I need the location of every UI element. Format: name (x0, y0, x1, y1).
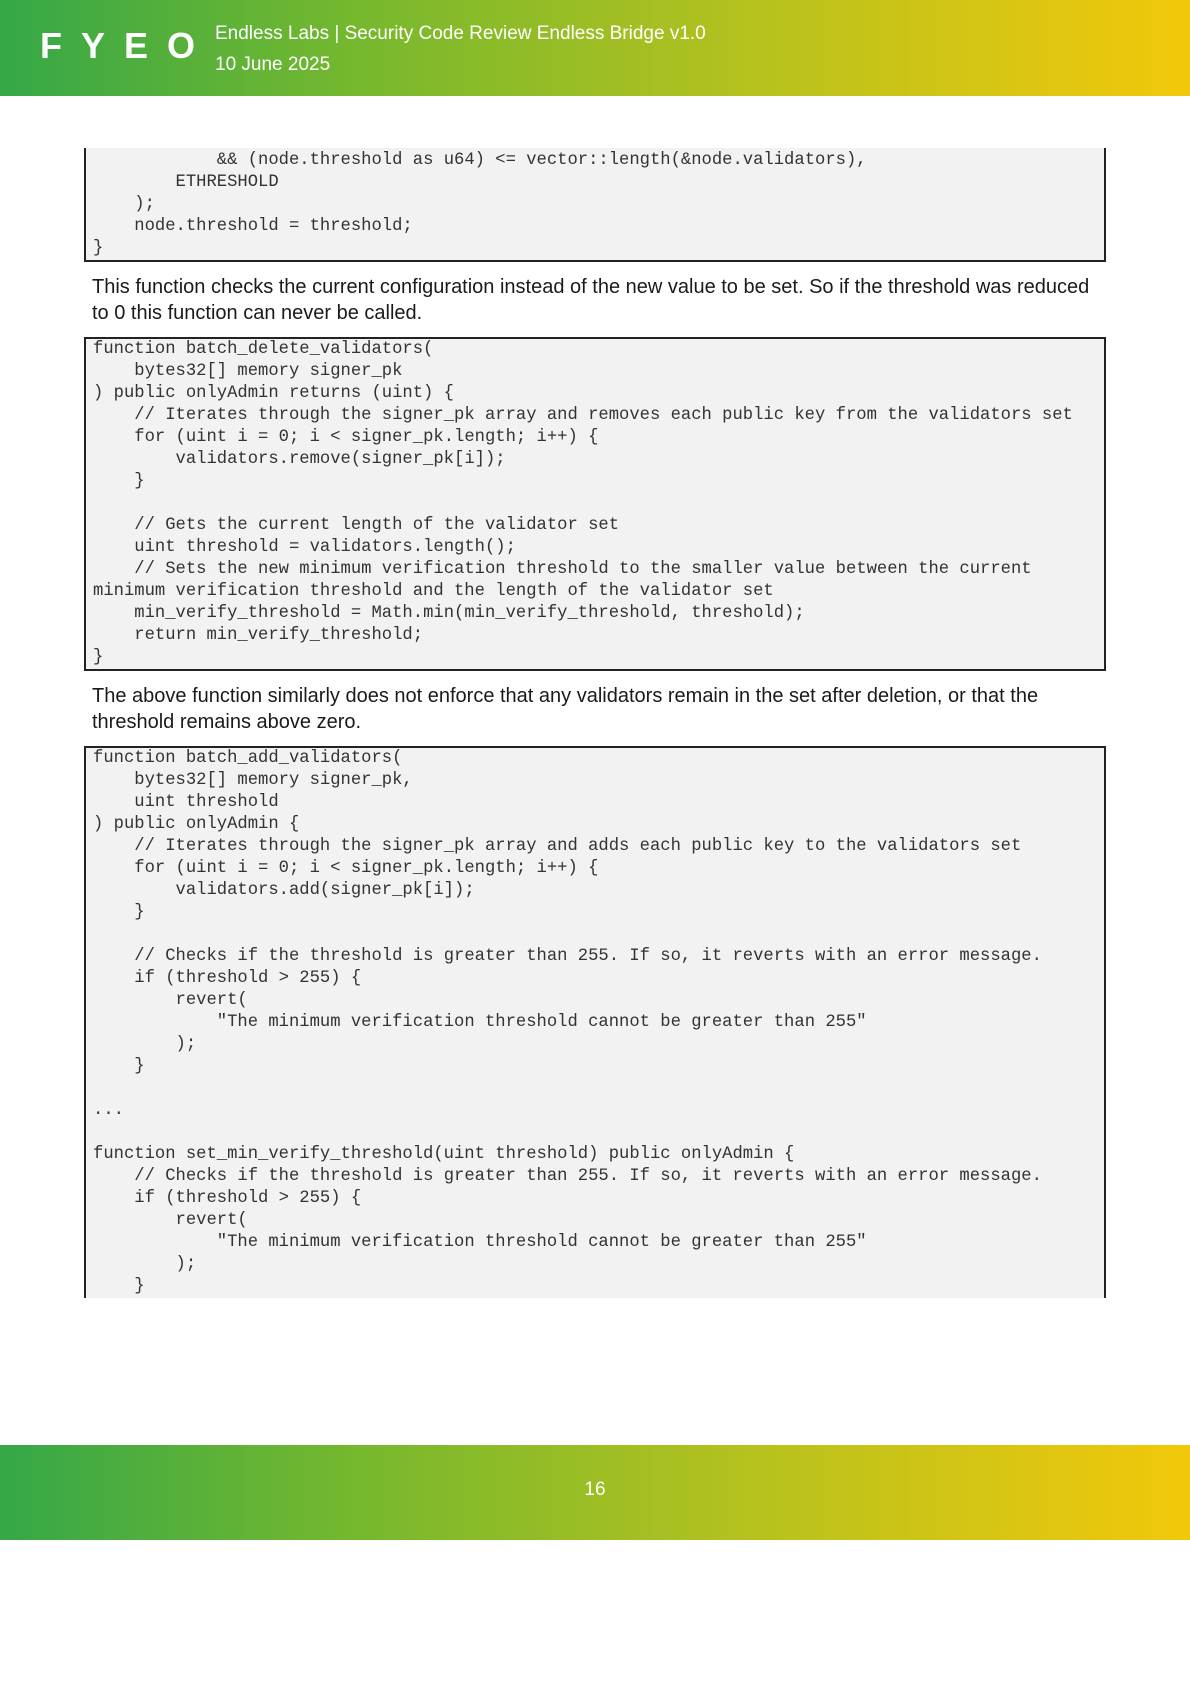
code-block-threshold-check: && (node.threshold as u64) <= vector::length(&node.validators), ETHRESHOLD ); node.threshold = threshold; } (84, 148, 1106, 262)
paragraph-batch-delete-explanation: The above function similarly does not enforce that any validators remain in the set after deletion, or that the threshold remains above zero. (92, 685, 1039, 733)
code-block-batch-delete-validators: function batch_delete_validators( bytes32[] memory signer_pk ) public onlyAdmin returns (uint) { // Iterates through the signer_pk array and removes each public key from the validators set for (uint i = 0; i < signer_pk.length; i++) { validators.remove(signer_pk[i]); } // Gets the current length of the validator set uint threshold = validators.length(); // Sets the new minimum verification threshold to the smaller value between the current minimum verification threshold and the length of the validator set min_verify_threshold = Math.min(min_verify_threshold, threshold); return min_verify_threshold; } (84, 337, 1106, 671)
page-content (84, 148, 1106, 1298)
fyeo-logo: FYEO (40, 25, 215, 66)
page-header (0, 0, 1190, 96)
document-title: Endless Labs | Security Code Review Endless Bridge v1.0 (215, 23, 706, 44)
page-number: 16 (584, 1479, 606, 1500)
paragraph-threshold-explanation: This function checks the current configuration instead of the new value to be set. So if the threshold was reduced to 0 this function can never be called. (92, 276, 1090, 324)
page-footer (0, 1445, 1190, 1540)
code-block-batch-add-validators: function batch_add_validators( bytes32[] memory signer_pk, uint threshold ) public onlyAdmin { // Iterates through the signer_pk array and adds each public key to the validators set for (uint i = 0; i < signer_pk.length; i++) { validators.add(signer_pk[i]); } // Checks if the threshold is greater than 255. If so, it reverts with an error message. if (threshold > 255) { revert( "The minimum verification threshold cannot be greater than 255" ); } ... function set_min_verify_threshold(uint threshold) public onlyAdmin { // Checks if the threshold is greater than 255. If so, it reverts with an error message. if (threshold > 255) { revert( "The minimum verification threshold cannot be greater than 255" ); } (84, 746, 1106, 1298)
document-date: 10 June 2025 (215, 54, 331, 75)
